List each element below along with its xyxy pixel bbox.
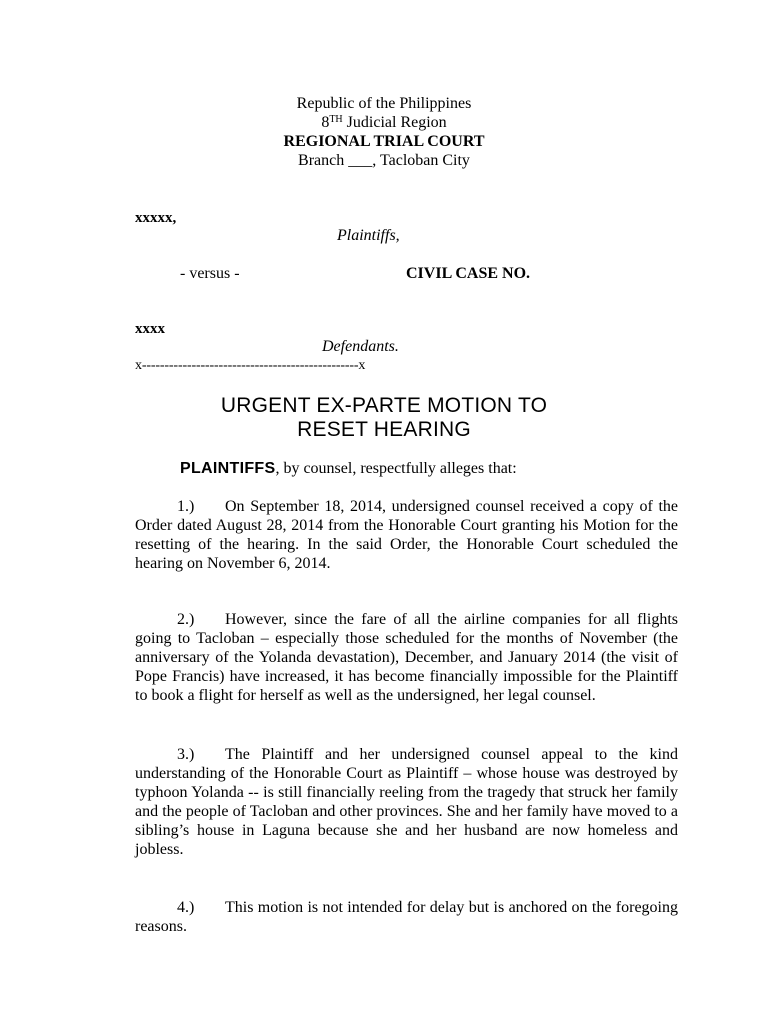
motion-title-line1: URGENT EX-PARTE MOTION TO xyxy=(220,394,548,417)
header-region-number: 8 xyxy=(321,114,330,131)
intro-line xyxy=(180,459,517,478)
caption-divider: x------------------------------------------------x xyxy=(135,358,366,373)
header-region-suffix: TH xyxy=(329,114,343,125)
paragraph-2 xyxy=(135,610,678,705)
header-branch: Branch ___, Tacloban City xyxy=(298,152,470,169)
intro-lead: PLAINTIFFS xyxy=(180,460,276,477)
paragraph-text: This motion is not intended for delay but is anchored on the foregoing reasons. xyxy=(135,899,678,936)
paragraph-number: 2.) xyxy=(177,611,195,628)
versus-label: - versus - xyxy=(180,265,240,282)
motion-title-line2: RESET HEARING xyxy=(297,418,471,441)
case-number-label: CIVIL CASE NO. xyxy=(406,265,531,282)
paragraph-1 xyxy=(135,497,678,573)
paragraph-4 xyxy=(135,898,678,936)
defendant-role: Defendants. xyxy=(322,338,399,355)
paragraph-text: However, since the fare of all the airline companies for all flights going to Tacloban – especially those scheduled for the months of November (the anniversary of the Yolanda devastation), December, and January 2014 (the visit of Pope Francis) have increased, it has become financially impossible for the Plaintiff to book a flight for herself as well as the undersigned, her legal counsel. xyxy=(135,611,678,705)
header-republic: Republic of the Philippines xyxy=(296,95,472,112)
defendant-name: xxxx xyxy=(135,321,165,337)
header-court-name: REGIONAL TRIAL COURT xyxy=(283,133,485,150)
plaintiff-name: xxxxx, xyxy=(135,210,177,226)
paragraph-number: 3.) xyxy=(177,746,195,763)
header-judicial-region xyxy=(0,113,768,132)
header-region-label: Judicial Region xyxy=(342,114,447,131)
plaintiff-role: Plaintiffs, xyxy=(337,227,400,244)
paragraph-3 xyxy=(135,745,678,860)
paragraph-number: 1.) xyxy=(177,498,195,515)
intro-rest: , by counsel, respectfully alleges that: xyxy=(275,460,517,477)
paragraph-text: On September 18, 2014, undersigned counsel received a copy of the Order dated August 28, 2014 from the Honorable Court granting his Motion for the resetting of the hearing. In the said Order, the Honorable Court scheduled the hearing on November 6, 2014. xyxy=(135,498,678,573)
paragraph-number: 4.) xyxy=(177,899,195,916)
paragraph-text: The Plaintiff and her undersigned counsel appeal to the kind understanding of the Honorable Court as Plaintiff – whose house was destroyed by typhoon Yolanda -- is still financially reeling from the tragedy that struck her family and the people of Tacloban and other provinces. She and her family have moved to a sibling’s house in Laguna because she and her husband are now homeless and jobless. xyxy=(135,746,678,859)
